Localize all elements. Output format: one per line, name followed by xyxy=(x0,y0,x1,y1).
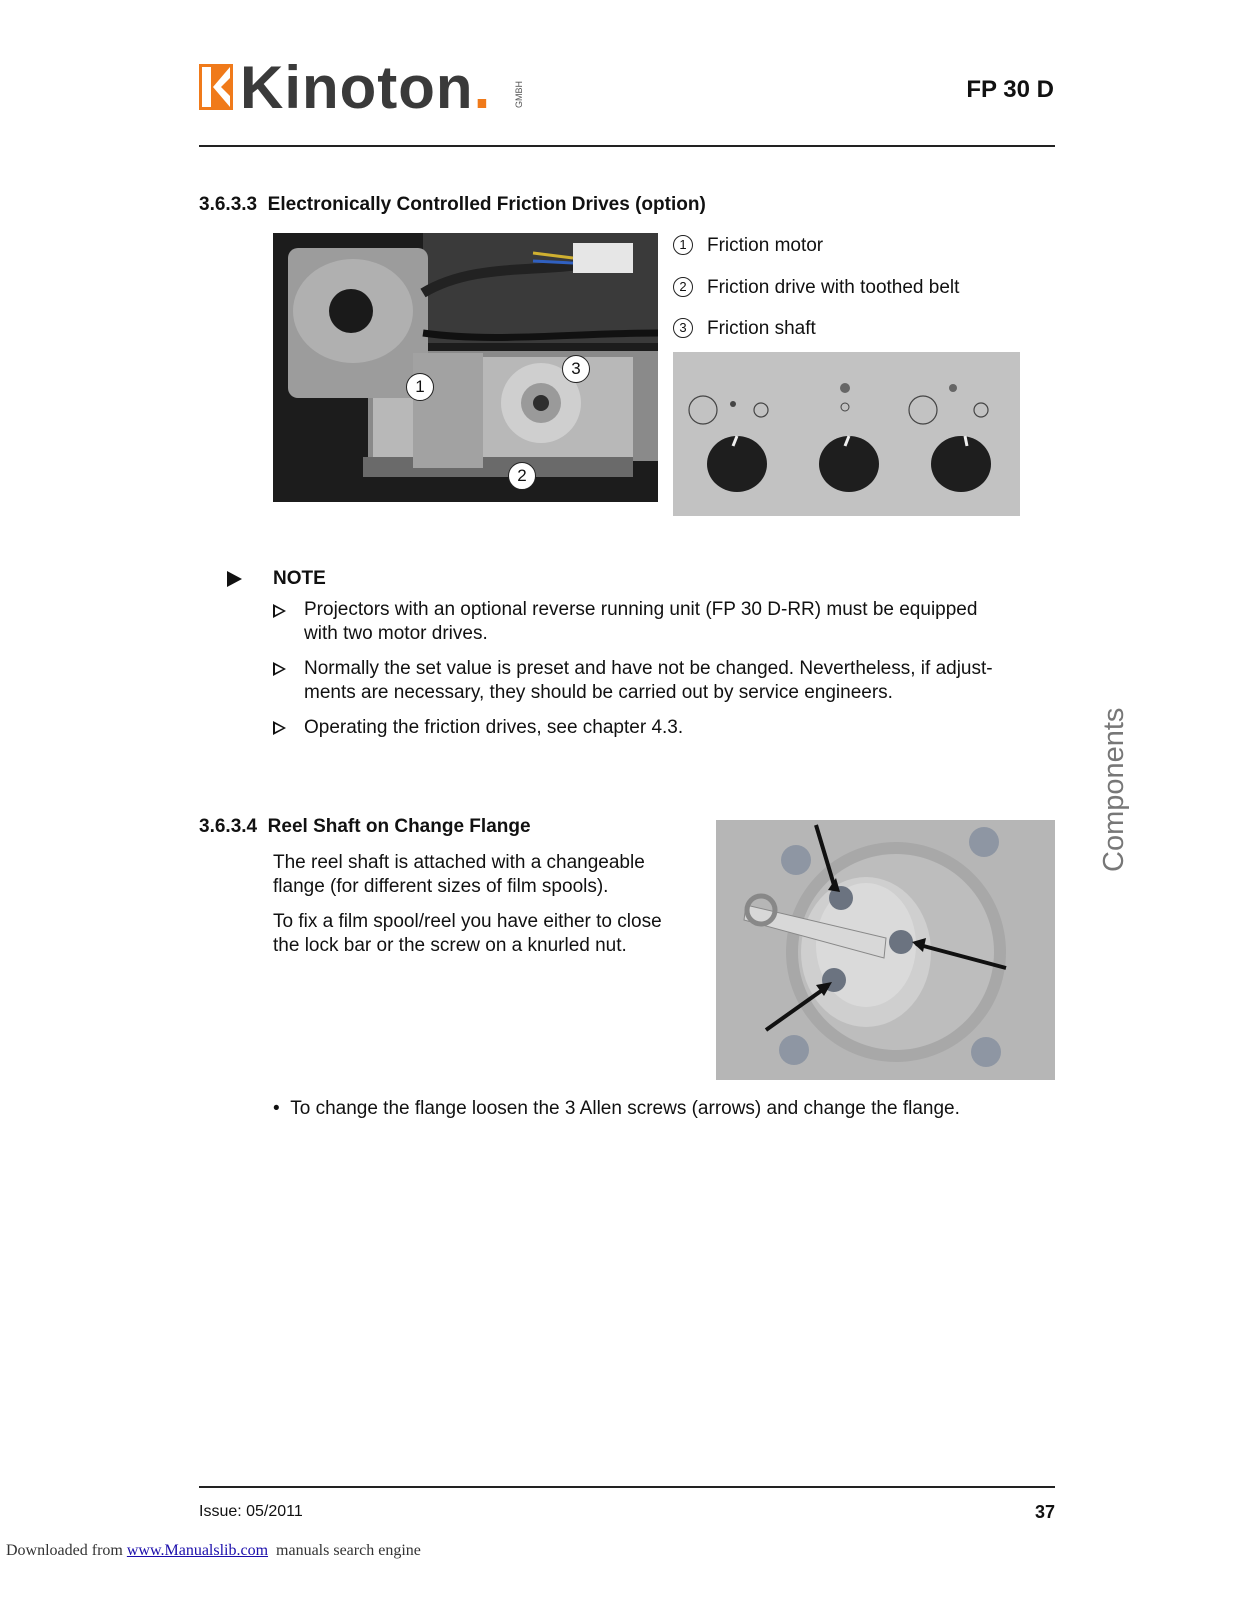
paragraph-line: To fix a film spool/reel you have either to close xyxy=(273,911,662,932)
brand-suffix: GMBH xyxy=(514,81,524,108)
legend-item-friction-motor xyxy=(673,235,823,257)
download-prefix: Downloaded from xyxy=(6,1542,127,1559)
reel-shaft-paragraph-1 xyxy=(273,851,703,899)
note-arrow-icon xyxy=(227,571,242,587)
legend-label: Friction drive with toothed belt xyxy=(707,277,960,298)
paragraph-line: the lock bar or the screw on a knurled nut. xyxy=(273,935,627,956)
change-flange-instruction xyxy=(273,1097,1073,1121)
section-number: 3.6.3.3 xyxy=(199,194,258,215)
legend-marker: 3 xyxy=(673,318,693,338)
note-item-line: ments are necessary, they should be carried out by service engineers. xyxy=(304,682,893,703)
section-heading-friction-drives xyxy=(199,194,706,216)
note-item-line: with two motor drives. xyxy=(304,623,488,644)
paragraph-line: The reel shaft is attached with a changeable xyxy=(273,852,645,873)
section-title: Reel Shaft on Change Flange xyxy=(267,816,531,837)
legend-item-friction-shaft xyxy=(673,318,816,340)
bullet-icon: • xyxy=(273,1098,280,1119)
note-item-line: Operating the friction drives, see chapter 4.3. xyxy=(304,717,684,738)
model-title: FP 30 D xyxy=(966,76,1054,103)
footer-issue: Issue: 05/2011 xyxy=(199,1503,303,1520)
instruction-text: To change the flange loosen the 3 Allen screws (arrows) and change the flange. xyxy=(290,1098,960,1119)
kinoton-logo-icon xyxy=(199,64,233,110)
header-rule xyxy=(199,145,1055,147)
download-source xyxy=(6,1542,421,1560)
legend-marker: 1 xyxy=(673,235,693,255)
paragraph-line: flange (for different sizes of film spools). xyxy=(273,876,609,897)
section-number: 3.6.3.4 xyxy=(199,816,258,837)
download-suffix: manuals search engine xyxy=(268,1542,421,1559)
reel-shaft-paragraph-2 xyxy=(273,910,703,958)
brand-logo: Kinoton. xyxy=(240,54,492,121)
note-item-line: Projectors with an optional reverse running unit (FP 30 D-RR) must be equipped xyxy=(304,599,978,620)
legend-marker: 2 xyxy=(673,277,693,297)
page-number: 37 xyxy=(1034,1502,1055,1522)
note-item-set-value xyxy=(304,657,1064,705)
legend-label: Friction shaft xyxy=(707,318,816,339)
note-item-reverse-unit xyxy=(304,598,1064,646)
legend-label: Friction motor xyxy=(707,235,824,256)
callout-2: 2 xyxy=(508,462,536,490)
callout-1: 1 xyxy=(406,373,434,401)
change-flange-photo xyxy=(716,820,1055,1080)
friction-control-knobs-photo xyxy=(673,352,1020,516)
note-title: NOTE xyxy=(273,568,326,589)
footer-rule xyxy=(199,1486,1055,1488)
section-title: Electronically Controlled Friction Drives (option) xyxy=(267,194,706,215)
chapter-side-tab: Components xyxy=(1098,707,1130,872)
note-item-operating xyxy=(304,716,1064,740)
brand-name: Kinoton xyxy=(240,54,474,121)
legend-item-friction-drive xyxy=(673,277,959,299)
manualslib-link[interactable]: www.Manualslib.com xyxy=(126,1542,269,1559)
callout-3: 3 xyxy=(562,355,590,383)
section-heading-reel-shaft xyxy=(199,816,531,838)
friction-motor-photo xyxy=(273,233,658,502)
note-item-line: Normally the set value is preset and have not be changed. Nevertheless, if adjust- xyxy=(304,658,993,679)
